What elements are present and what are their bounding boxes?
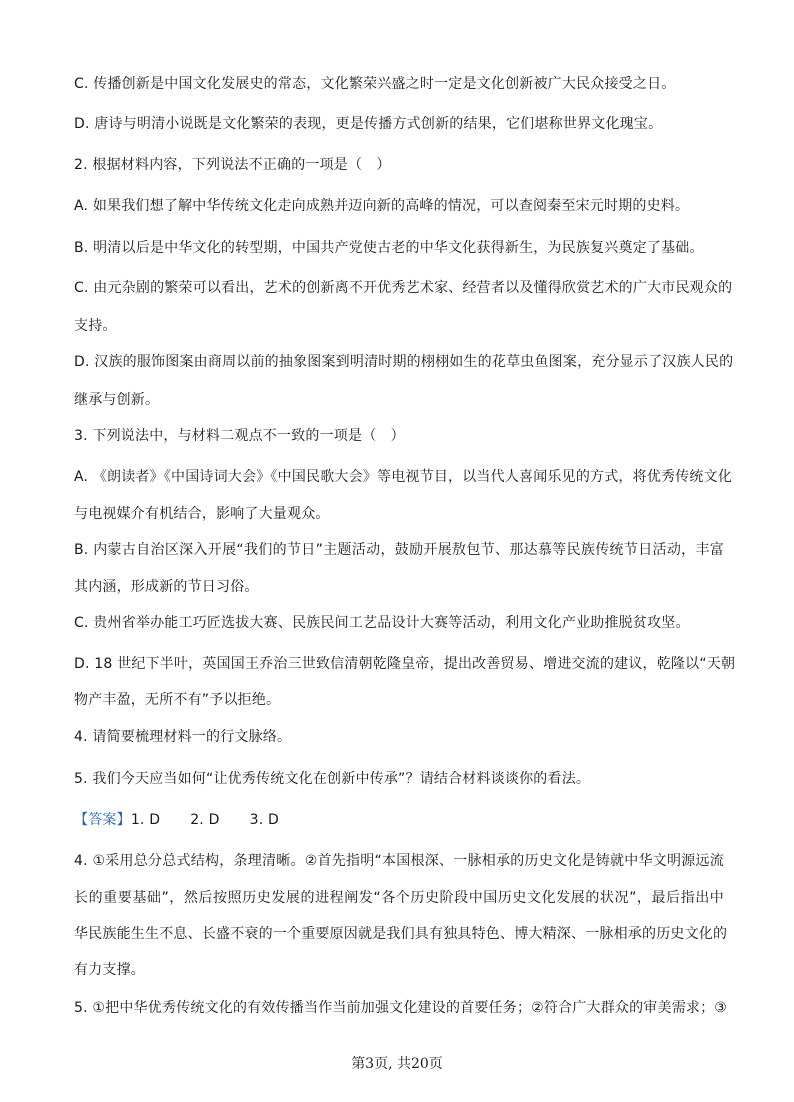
option-2d: D. 汉族的服饰图案由商周以前的抽象图案到明清时期的栩栩如生的花草虫鱼图案，充分显示了汉族人民的 bbox=[74, 354, 734, 370]
option-3b: B. 内蒙古自治区深入开展“我们的节日”主题活动，鼓励开展敖包节、那达慕等民族传统节日活动，丰富 bbox=[74, 542, 724, 558]
answer-4: 4. ①采用总分总式结构，条理清晰。②首先指明“本国根深、一脉相承的历史文化是铸就中华文明源远流 bbox=[74, 853, 724, 869]
answer-1: 1. D bbox=[130, 812, 161, 828]
question-5: 5. 我们今天应当如何“让优秀传统文化在创新中传承”？请结合材料谈谈你的看法。 bbox=[74, 771, 591, 787]
option-2b: B. 明清以后是中华文化的转型期，中国共产党使古老的中华文化获得新生，为民族复兴奠定了基础。 bbox=[74, 240, 704, 256]
question-4: 4. 请简要梳理材料一的行文脉络。 bbox=[74, 729, 292, 745]
answer-4-cont-2: 华民族能生生不息、长盛不衰的一个重要原因就是我们具有独具特色、博大精深、一脉相承的历史文化的 bbox=[74, 926, 728, 942]
answer-5: 5. ①把中华优秀传统文化的有效传播当作当前加强文化建设的首要任务；②符合广大群众的审美需求；③ bbox=[74, 1000, 728, 1016]
option-3a-cont: 与电视媒介有机结合，影响了大量观众。 bbox=[74, 506, 330, 522]
option-3a: A. 《朗读者》《中国诗词大会》《中国民歌大会》等电视节目，以当代人喜闻乐见的方式，将优秀传统文化 bbox=[74, 469, 733, 485]
answer-tag: 【答案】 bbox=[74, 812, 131, 828]
question-3: 3. 下列说法中，与材料二观点不一致的一项是（ ） bbox=[74, 428, 405, 444]
option-3d: D. 18 世纪下半叶，英国国王乔治三世致信清朝乾隆皇帝，提出改善贸易、增进交流的建议，乾隆以“天朝 bbox=[74, 656, 736, 672]
option-3b-cont: 其内涵，形成新的节日习俗。 bbox=[74, 579, 259, 595]
option-3d-cont: 物产丰盈，无所不有”予以拒绝。 bbox=[74, 692, 281, 708]
answer-2: 2. D bbox=[190, 812, 220, 828]
option-2c-cont: 支持。 bbox=[74, 318, 117, 334]
answer-4-cont-1: 长的重要基础”，然后按照历史发展的进程阐发“各个历史阶段中国历史文化发展的状况”，最后指出中 bbox=[74, 890, 724, 906]
option-2c: C. 由元杂剧的繁荣可以看出，艺术的创新离不开优秀艺术家、经营者以及懂得欣赏艺术的广大市民观众的 bbox=[74, 280, 733, 296]
answer-3: 3. D bbox=[249, 812, 279, 828]
option-1c: C. 传播创新是中国文化发展史的常态，文化繁荣兴盛之时一定是文化创新被广大民众接受之日。 bbox=[74, 76, 676, 92]
option-3c: C. 贵州省举办能工巧匠选拔大赛、民族民间工艺品设计大赛等活动，利用文化产业助推脱贫攻坚。 bbox=[74, 615, 690, 631]
question-2: 2. 根据材料内容，下列说法不正确的一项是（ ） bbox=[74, 157, 391, 173]
page-footer: 第3页, 共20页 bbox=[351, 1056, 443, 1072]
answer-4-cont-3: 有力支撑。 bbox=[74, 962, 145, 978]
option-2d-cont: 继承与创新。 bbox=[74, 392, 160, 408]
option-2a: A. 如果我们想了解中华传统文化走向成熟并迈向新的高峰的情况，可以查阅秦至宋元时期的史料。 bbox=[74, 198, 690, 214]
answer-summary bbox=[74, 810, 724, 830]
option-1d: D. 唐诗与明清小说既是文化繁荣的表现，更是传播方式创新的结果，它们堪称世界文化瑰宝。 bbox=[74, 116, 663, 132]
